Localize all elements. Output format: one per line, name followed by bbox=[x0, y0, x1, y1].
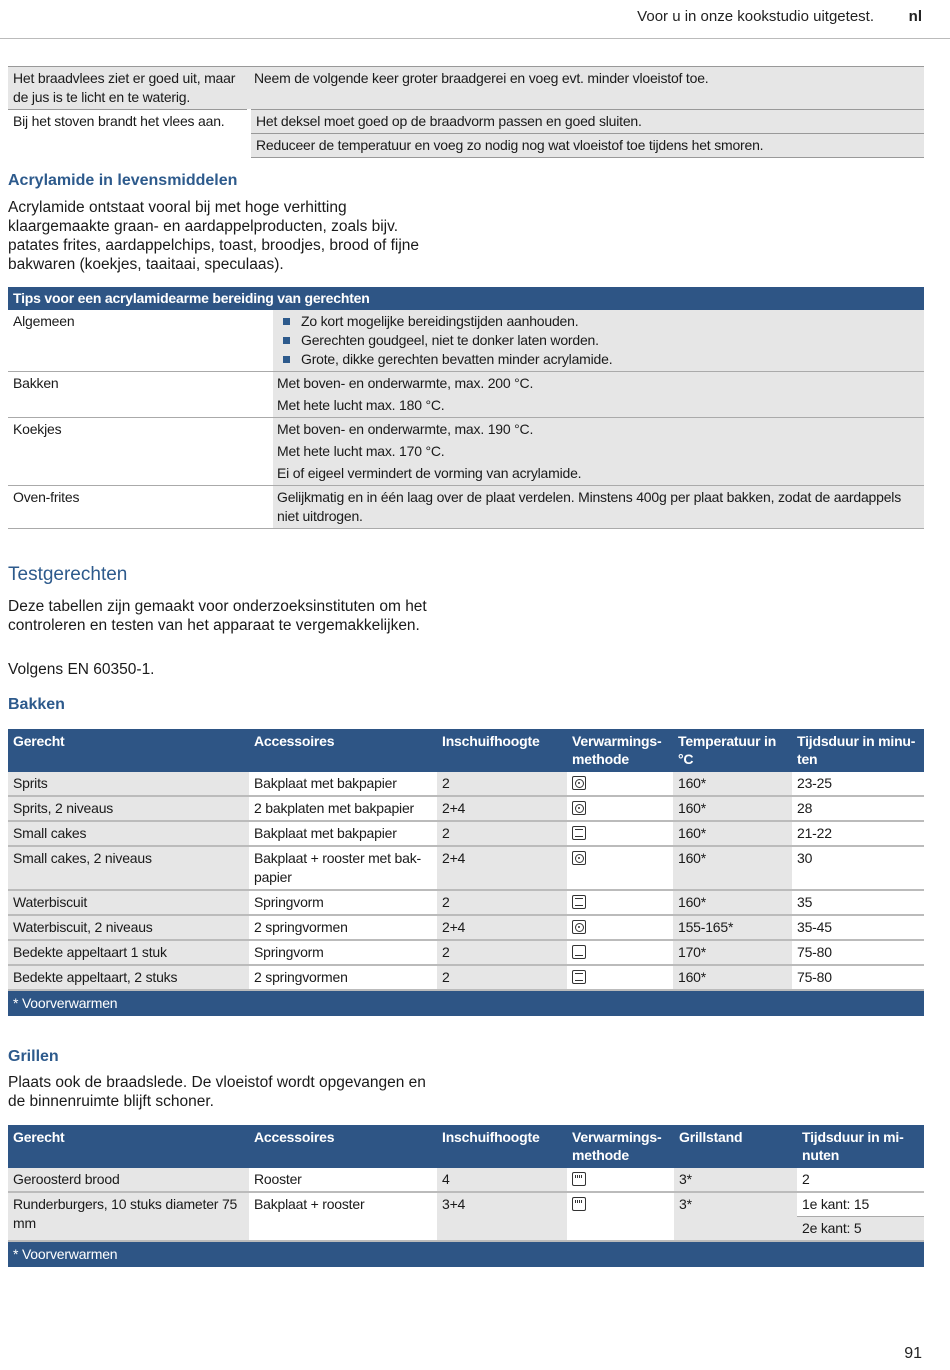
time-cell: 2 bbox=[797, 1168, 924, 1192]
table-row bbox=[8, 110, 924, 134]
dish-cell: Bedekte appeltaart, 2 stuks bbox=[8, 965, 249, 990]
method-cell bbox=[567, 940, 673, 965]
table-row bbox=[8, 310, 924, 372]
temperature-cell: 160* bbox=[673, 890, 792, 915]
tips-line: Ei of eigeel vermindert de vorming van acrylamide. bbox=[277, 465, 582, 481]
column-header: Inschuifhoogte bbox=[442, 1129, 540, 1145]
table-row bbox=[8, 1192, 924, 1217]
method-cell bbox=[567, 890, 673, 915]
accessory-cell: Springvorm bbox=[249, 940, 437, 965]
dish-cell: Small cakes, 2 niveaus bbox=[8, 846, 249, 890]
accessory-cell: Springvorm bbox=[249, 890, 437, 915]
level-cell: 2 bbox=[437, 890, 567, 915]
table-row bbox=[8, 372, 924, 418]
table-header-row bbox=[8, 729, 924, 772]
tips-line: Met boven- en onderwarmte, max. 190 °C. bbox=[277, 421, 534, 437]
accessory-cell: Rooster bbox=[249, 1168, 437, 1192]
problem-cell: Het braadvlees ziet er goed uit, maar de jus is te licht en te waterig. bbox=[8, 67, 249, 110]
accessory-cell: Bakplaat + rooster met bak-papier bbox=[249, 846, 437, 890]
time-cell: 75-80 bbox=[792, 965, 924, 990]
language-code: nl bbox=[908, 8, 922, 25]
tips-content bbox=[273, 310, 924, 372]
temperature-cell: 160* bbox=[673, 772, 792, 796]
baking-table bbox=[8, 729, 924, 1017]
tips-line: Met hete lucht max. 170 °C. bbox=[277, 443, 445, 459]
time-cell: 2e kant: 5 bbox=[797, 1217, 924, 1242]
time-cell: 1e kant: 15 bbox=[797, 1192, 924, 1217]
solution-cell: Reduceer de temperatuur en voeg zo nodig nog wat vloeistof toe tijdens het smoren. bbox=[249, 134, 924, 158]
temperature-cell: 160* bbox=[673, 796, 792, 821]
column-header: Grillstand bbox=[679, 1129, 743, 1145]
dish-cell: Waterbiscuit, 2 niveaus bbox=[8, 915, 249, 940]
problem-cell: Bij het stoven brandt het vlees aan. bbox=[8, 110, 249, 158]
dish-cell: Runderburgers, 10 stuks diameter 75 mm bbox=[8, 1192, 249, 1241]
level-cell: 4 bbox=[437, 1168, 567, 1192]
hot-air-icon bbox=[572, 801, 586, 815]
tips-content bbox=[273, 418, 924, 486]
table-footnote-row bbox=[8, 1241, 924, 1268]
method-cell bbox=[567, 965, 673, 990]
column-header: Verwarmings-methode bbox=[572, 1129, 662, 1163]
table-row bbox=[8, 796, 924, 821]
table-row bbox=[8, 890, 924, 915]
accessory-cell: Bakplaat met bakpapier bbox=[249, 821, 437, 846]
tips-line: Met boven- en onderwarmte, max. 200 °C. bbox=[277, 375, 534, 391]
level-cell: 2 bbox=[437, 772, 567, 796]
dish-cell: Sprits, 2 niveaus bbox=[8, 796, 249, 821]
baking-rows bbox=[8, 772, 924, 990]
table-header-row bbox=[8, 1125, 924, 1168]
level-cell: 2 bbox=[437, 821, 567, 846]
top-bottom-heat-icon bbox=[572, 826, 586, 840]
tips-label: Algemeen bbox=[8, 310, 273, 372]
column-header: Accessoires bbox=[254, 733, 335, 749]
accessory-cell: Bakplaat + rooster bbox=[249, 1192, 437, 1241]
dish-cell: Small cakes bbox=[8, 821, 249, 846]
dish-cell: Sprits bbox=[8, 772, 249, 796]
table-row bbox=[8, 418, 924, 486]
table-footnote-row bbox=[8, 990, 924, 1017]
solution-cell: Het deksel moet goed op de braadvorm passen en goed sluiten. bbox=[249, 110, 924, 134]
table-row bbox=[8, 772, 924, 796]
method-cell bbox=[567, 915, 673, 940]
column-header: Verwarmings-methode bbox=[572, 733, 662, 767]
column-header: Inschuifhoogte bbox=[442, 733, 540, 749]
time-cell: 30 bbox=[792, 846, 924, 890]
tips-content: Gelijkmatig en in één laag over de plaat verdelen. Minstens 400g per plaat bakken, zodat de aardappels niet uitdrogen. bbox=[273, 486, 924, 529]
bullet-list bbox=[277, 312, 919, 369]
solution-cell: Neem de volgende keer groter braadgerei en voeg evt. minder vloeistof toe. bbox=[249, 67, 924, 110]
footnote: * Voorverwarmen bbox=[8, 990, 924, 1017]
acrylamide-tips-table bbox=[8, 287, 924, 529]
column-header: Gerecht bbox=[13, 1129, 65, 1145]
table-row bbox=[8, 965, 924, 990]
dish-cell: Bedekte appeltaart 1 stuk bbox=[8, 940, 249, 965]
list-item: Zo kort mogelijke bereidingstijden aanhouden. bbox=[277, 312, 919, 331]
table-row bbox=[8, 940, 924, 965]
footnote: * Voorverwarmen bbox=[8, 1241, 924, 1268]
grill-icon bbox=[572, 1197, 586, 1211]
header-rule bbox=[0, 38, 950, 39]
acrylamide-heading: Acrylamide in levensmiddelen bbox=[8, 172, 238, 189]
tips-header: Tips voor een acrylamidearme bereiding van gerechten bbox=[8, 287, 924, 310]
time-cell: 35-45 bbox=[792, 915, 924, 940]
top-bottom-heat-icon bbox=[572, 895, 586, 909]
time-cell: 35 bbox=[792, 890, 924, 915]
testdishes-heading: Testgerechten bbox=[8, 564, 128, 585]
time-cell: 23-25 bbox=[792, 772, 924, 796]
level-cell: 3+4 bbox=[437, 1192, 567, 1241]
level-cell: 2 bbox=[437, 965, 567, 990]
table-row bbox=[8, 915, 924, 940]
grill-level-cell: 3* bbox=[674, 1168, 797, 1192]
method-cell bbox=[567, 772, 673, 796]
top-bottom-heat-icon bbox=[572, 970, 586, 984]
tips-label: Koekjes bbox=[8, 418, 273, 486]
list-item: Gerechten goudgeel, niet te donker laten worden. bbox=[277, 331, 919, 350]
norm-text: Volgens EN 60350-1. bbox=[8, 661, 155, 678]
accessory-cell: 2 springvormen bbox=[249, 915, 437, 940]
table-header-row bbox=[8, 287, 924, 310]
hot-air-icon bbox=[572, 920, 586, 934]
tips-content bbox=[273, 372, 924, 418]
page-number: 91 bbox=[904, 1345, 922, 1362]
testdishes-text: Deze tabellen zijn gemaakt voor onderzoeksinstituten om het controleren en testen van het apparaat te vergemakkelijken. bbox=[8, 598, 427, 634]
temperature-cell: 155-165* bbox=[673, 915, 792, 940]
method-cell bbox=[567, 821, 673, 846]
baking-heading: Bakken bbox=[8, 696, 65, 713]
accessory-cell: 2 springvormen bbox=[249, 965, 437, 990]
temperature-cell: 160* bbox=[673, 821, 792, 846]
temperature-cell: 170* bbox=[673, 940, 792, 965]
header-title: Voor u in onze kookstudio uitgetest. bbox=[637, 8, 874, 25]
acrylamide-text: Acrylamide ontstaat vooral bij met hoge verhitting klaargemaakte graan- en aardappelproducten, zoals bijv. patates frites, aardappelchips, toast, broodjes, brood of fijne bakwaren (koekjes, taaitaai, speculaas). bbox=[8, 199, 419, 273]
grill-icon bbox=[572, 1172, 586, 1186]
troubleshooting-table bbox=[8, 66, 924, 158]
level-cell: 2+4 bbox=[437, 846, 567, 890]
level-cell: 2 bbox=[437, 940, 567, 965]
level-cell: 2+4 bbox=[437, 796, 567, 821]
time-cell: 21-22 bbox=[792, 821, 924, 846]
level-cell: 2+4 bbox=[437, 915, 567, 940]
column-header: Gerecht bbox=[13, 733, 65, 749]
time-cell: 75-80 bbox=[792, 940, 924, 965]
time-cell: 28 bbox=[792, 796, 924, 821]
accessory-cell: 2 bakplaten met bakpapier bbox=[249, 796, 437, 821]
method-cell bbox=[567, 1168, 674, 1192]
method-cell bbox=[567, 1192, 674, 1241]
method-cell bbox=[567, 796, 673, 821]
table-row bbox=[8, 846, 924, 890]
grilling-text: Plaats ook de braadslede. De vloeistof wordt opgevangen en de binnenruimte blijft schoner. bbox=[8, 1074, 426, 1110]
hot-air-icon bbox=[572, 851, 586, 865]
table-row bbox=[8, 821, 924, 846]
bottom-heat-icon bbox=[572, 945, 586, 959]
column-header: Temperatuur in °C bbox=[678, 733, 777, 767]
column-header: Tijdsduur in mi-nuten bbox=[802, 1129, 904, 1163]
dish-cell: Waterbiscuit bbox=[8, 890, 249, 915]
tips-label: Bakken bbox=[8, 372, 273, 418]
grill-level-cell: 3* bbox=[674, 1192, 797, 1241]
table-row bbox=[8, 486, 924, 529]
column-header: Tijdsduur in minu-ten bbox=[797, 733, 916, 767]
method-cell bbox=[567, 846, 673, 890]
tips-line: Met hete lucht max. 180 °C. bbox=[277, 397, 445, 413]
accessory-cell: Bakplaat met bakpapier bbox=[249, 772, 437, 796]
grilling-heading: Grillen bbox=[8, 1048, 59, 1065]
table-row bbox=[8, 1168, 924, 1192]
table-row bbox=[8, 67, 924, 110]
temperature-cell: 160* bbox=[673, 965, 792, 990]
grilling-table bbox=[8, 1125, 924, 1268]
dish-cell: Geroosterd brood bbox=[8, 1168, 249, 1192]
hot-air-icon bbox=[572, 776, 586, 790]
column-header: Accessoires bbox=[254, 1129, 335, 1145]
temperature-cell: 160* bbox=[673, 846, 792, 890]
tips-label: Oven-frites bbox=[8, 486, 273, 529]
page-header bbox=[0, 8, 950, 30]
list-item: Grote, dikke gerechten bevatten minder acrylamide. bbox=[277, 350, 919, 369]
